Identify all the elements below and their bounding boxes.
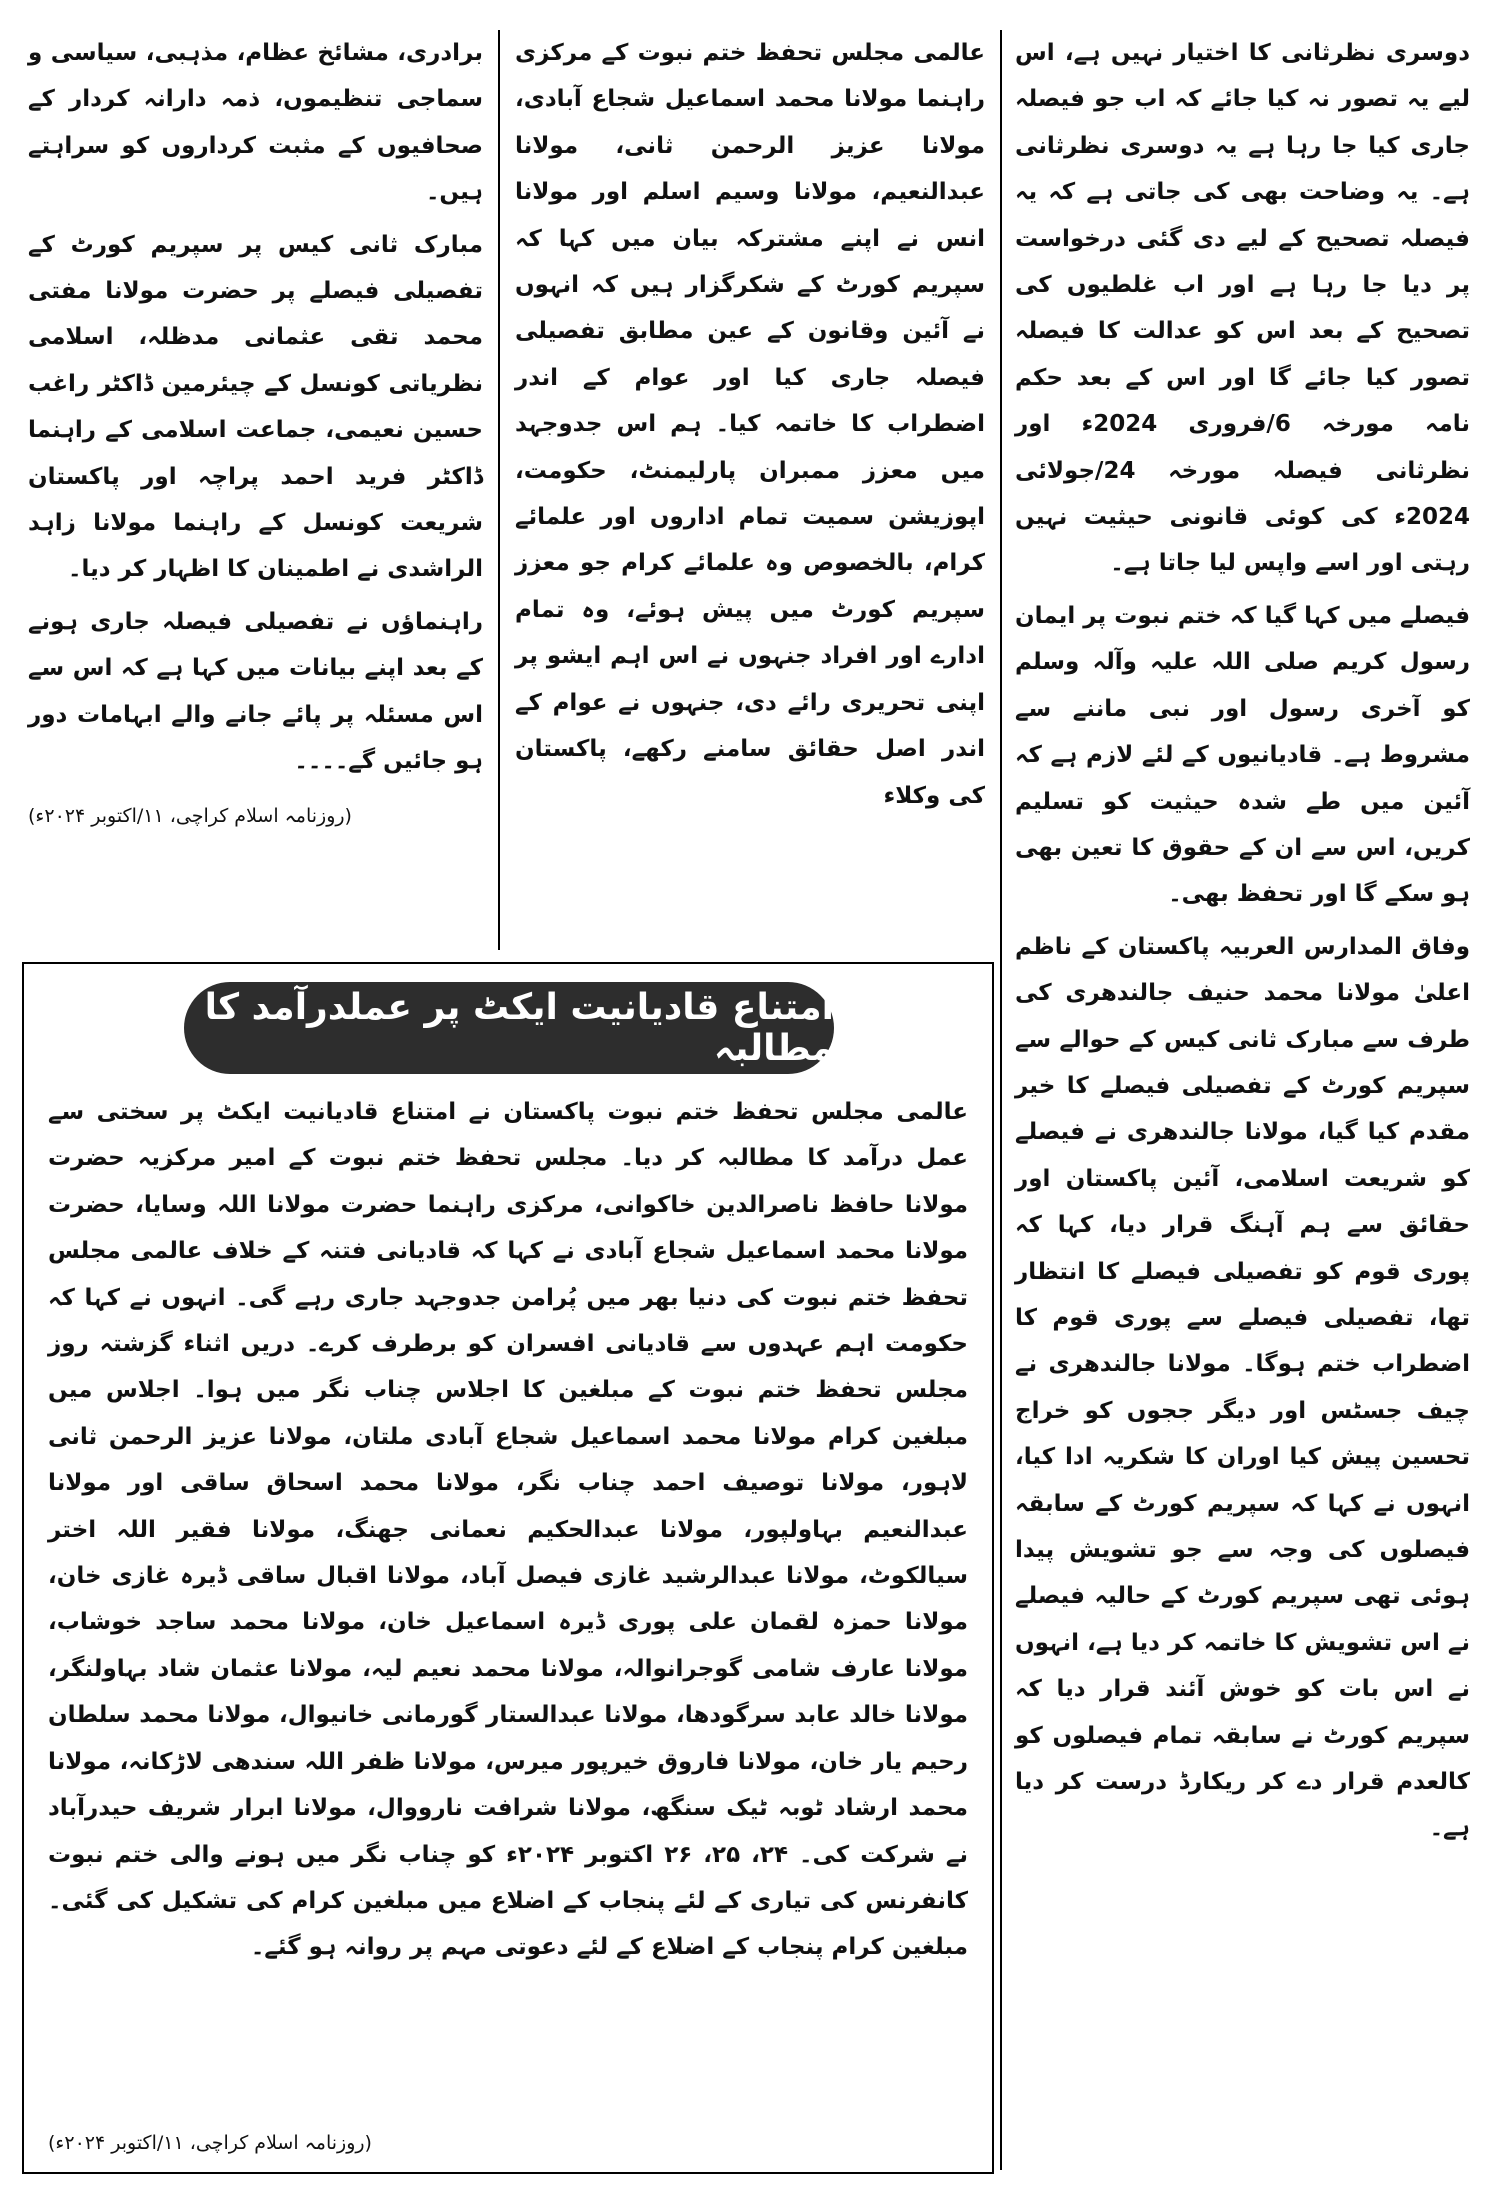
- paragraph: مبارک ثانی کیس پر سپریم کورٹ کے تفصیلی فیصلے پر حضرت مولانا مفتی محمد تقی عثمانی مدظلہ، اسلامی نظریاتی کونسل کے چیئرمین ڈاکٹر راغب حسین نعیمی، جماعت اسلامی کے راہنما ڈاکٹر فرید احمد پراچہ اور پاکستان شریعت کونسل کے راہنما مولانا زاہد الراشدی نے اطمینان کا اظہار کر دیا۔: [28, 231, 483, 583]
- column-divider: [1000, 30, 1002, 2170]
- left-column: [28, 30, 483, 950]
- article-title: امتناع قادیانیت ایکٹ پر عملدرآمد کا مطالبہ: [204, 987, 834, 1069]
- paragraph: فیصلے میں کہا گیا کہ ختم نبوت پر ایمان رسول کریم صلی اللہ علیہ وآلہ وسلم کو آخری رسول اور نبی ماننے سے مشروط ہے۔ قادیانیوں کے لئے لازم ہے کہ آئین میں طے شدہ حیثیت کو تسلیم کریں، اس سے ان کے حقوق کا تعین بھی ہو سکے گا اور تحفظ بھی۔: [1015, 602, 1470, 908]
- paragraph: وفاق المدارس العربیہ پاکستان کے ناظم اعلیٰ مولانا محمد حنیف جالندھری کی طرف سے مبارک ثانی کیس کے حوالے سے سپریم کورٹ کے تفصیلی فیصلے کا خیر مقدم کیا گیا، مولانا جالندھری نے فیصلے کو شریعت اسلامی، آئین پاکستان اور حقائق سے ہم آہنگ قرار دیا، کہا کہ پوری قوم کو تفصیلی فیصلے کا انتظار تھا، تفصیلی فیصلے سے پوری قوم کا اضطراب ختم ہوگا۔ مولانا جالندھری نے چیف جسٹس اور دیگر ججوں کو خراج تحسین پیش کیا اوران کا شکریہ ادا کیا، انہوں نے کہا کہ سپریم کورٹ کے سابقہ فیصلوں کی وجہ سے جو تشویش پیدا ہوئی تھی سپریم کورٹ کے حالیہ فیصلے نے اس تشویش کا خاتمہ کر دیا ہے، انہوں نے اس بات کو خوش آئند قرار دیا کہ سپریم کورٹ نے سابقہ تمام فیصلوں کو کالعدم قرار دے کر ریکارڈ درست کر دیا ہے۔: [1015, 933, 1470, 1842]
- paragraph: راہنماؤں نے تفصیلی فیصلہ جاری ہونے کے بعد اپنے بیانات میں کہا ہے کہ اس سے اس مسئلہ پر پائے جانے والے ابہامات دور ہو جائیں گے۔۔۔۔: [28, 608, 483, 775]
- source-citation: (روزنامہ اسلام کراچی، ۱۱/اکتوبر ۲۰۲۴ء): [28, 804, 352, 827]
- column-divider: [498, 30, 500, 950]
- boxed-article: [22, 962, 994, 2174]
- paragraph: عالمی مجلس تحفظ ختم نبوت پاکستان نے امتناع قادیانیت ایکٹ پر سختی سے عمل درآمد کا مطالبہ کر دیا۔ مجلس تحفظ ختم نبوت کے امیر مرکزیہ حضرت مولانا حافظ ناصرالدین خاکوانی، مرکزی راہنما حضرت مولانا اللہ وسایا، حضرت مولانا محمد اسماعیل شجاع آبادی نے کہا کہ قادیانی فتنہ کے خلاف عالمی مجلس تحفظ ختم نبوت کی دنیا بھر میں پُرامن جدوجہد جاری رہے گی۔ انہوں نے کہا کہ حکومت اہم عہدوں سے قادیانی افسران کو برطرف کرے۔ دریں اثناء گزشتہ روز مجلس تحفظ ختم نبوت کے مبلغین کا اجلاس چناب نگر میں ہوا۔ اجلاس میں مبلغین کرام مولانا محمد اسماعیل شجاع آبادی ملتان، مولانا عزیز الرحمن ثانی لاہور، مولانا توصیف احمد چناب نگر، مولانا محمد اسحاق ساقی اور مولانا عبدالنعیم بہاولپور، مولانا عبدالحکیم نعمانی جھنگ، مولانا فقیر اللہ اختر سیالکوٹ، مولانا عبدالرشید غازی فیصل آباد، مولانا اقبال ساقی ڈیرہ غازی خان، مولانا حمزہ لقمان علی پوری ڈیرہ اسماعیل خان، مولانا محمد ساجد خوشاب، مولانا عارف شامی گوجرانوالہ، مولانا محمد نعیم لیہ، مولانا عثمان شاد بہاولنگر، مولانا خالد عابد سرگودھا، مولانا عبدالستار گورمانی خانیوال، مولانا محمد سلطان رحیم یار خان، مولانا فاروق خیرپور میرس، مولانا ظفر اللہ سندھی لاڑکانہ، مولانا محمد ارشاد ٹوبہ ٹیک سنگھ، مولانا شرافت نارووال، مولانا ابرار شریف حیدرآباد نے شرکت کی۔ ۲۴، ۲۵، ۲۶ اکتوبر ۲۰۲۴ء کو چناب نگر میں ہونے والی ختم نبوت کانفرنس کی تیاری کے لئے پنجاب کے اضلاع میں مبلغین کرام کی تشکیل کی گئی۔ مبلغین کرام پنجاب کے اضلاع کے لئے دعوتی مہم پر روانہ ہو گئے۔: [48, 1099, 968, 1961]
- paragraph: دوسری نظرثانی کا اختیار نہیں ہے، اس لیے یہ تصور نہ کیا جائے کہ اب جو فیصلہ جاری کیا جا رہا ہے یہ دوسری نظرثانی ہے۔ یہ وضاحت بھی کی جاتی ہے کہ یہ فیصلہ تصحیح کے لیے دی گئی درخواست پر دیا جا رہا ہے اور اب غلطیوں کی تصحیح کے بعد اس کو عدالت کا فیصلہ تصور کیا جائے گا اور اس کے بعد حکم نامہ مورخہ 6/فروری 2024ء اور نظرثانی فیصلہ مورخہ 24/جولائی 2024ء کی کوئی قانونی حیثیت نہیں رہتی اور اسے واپس لیا جاتا ہے۔: [1015, 40, 1470, 577]
- paragraph: برادری، مشائخ عظام، مذہبی، سیاسی و سماجی تنظیموں، ذمہ دارانہ کردار کے صحافیوں کے مثبت کرداروں کو سراہتے ہیں۔: [28, 40, 483, 206]
- article-body: [48, 1089, 968, 2129]
- right-column: [1015, 30, 1470, 2170]
- middle-column: [515, 30, 985, 950]
- paragraph: عالمی مجلس تحفظ ختم نبوت کے مرکزی راہنما مولانا محمد اسماعیل شجاع آبادی، مولانا عزیز الرحمن ثانی، مولانا عبدالنعیم، مولانا وسیم اسلم اور مولانا انس نے اپنے مشترکہ بیان میں کہا کہ سپریم کورٹ کے شکرگزار ہیں کہ انہوں نے آئین وقانون کے عین مطابق تفصیلی فیصلہ جاری کیا اور عوام کے اندر اضطراب کا خاتمہ کیا۔ ہم اس جدوجہد میں معزز ممبران پارلیمنٹ، حکومت، اپوزیشن سمیت تمام اداروں اور علمائے کرام، بالخصوص وہ علمائے کرام جو معزز سپریم کورٹ میں پیش ہوئے، وہ تمام ادارے اور افراد جنہوں نے اس اہم ایشو پر اپنی تحریری رائے دی، جنہوں نے عوام کے اندر اصل حقائق سامنے رکھے، پاکستان کی وکلاء: [515, 40, 985, 809]
- article-title-banner: [184, 982, 834, 1074]
- source-citation: (روزنامہ اسلام کراچی، ۱۱/اکتوبر ۲۰۲۴ء): [48, 2132, 372, 2154]
